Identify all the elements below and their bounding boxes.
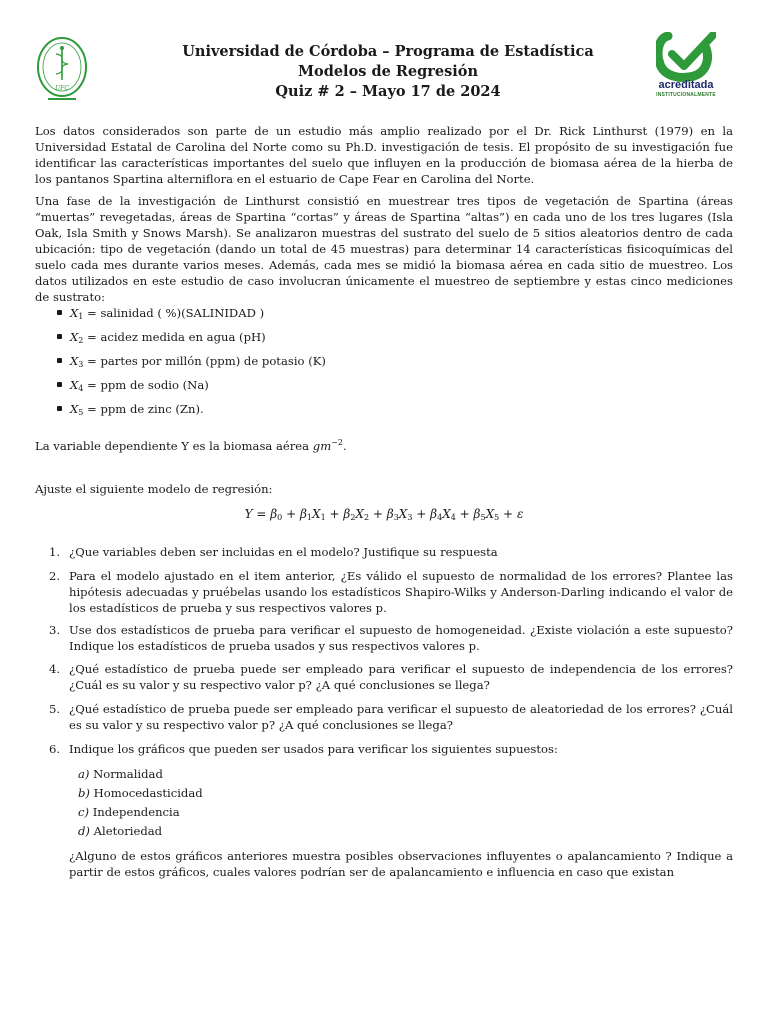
variable-index: 1 [78,312,84,321]
question-number: 5. [49,702,61,716]
variable-symbol: X [70,354,79,368]
dependent-exponent: −2 [331,438,343,447]
eq-x: X [355,507,364,521]
accreditation-logo [650,32,722,100]
intro-paragraph-1: Los datos considerados son parte de un estudio más amplio realizado por el Dr. Rick Linthurst (1979) en la Universidad Estatal de Carolina del Norte como su Ph.D. investigación de tesis. El propósito de su investigación fue identificar las características importantes del suelo que influyen en la producción de biomasa aérea de la hierba de los pantanos Spartina alterniflora en el estuario de Cape Fear en Carolina del Norte. [35,124,733,186]
accreditation-subtitle: INSTITUCIONALMENTE [656,92,716,98]
header-quiz: Quiz # 2 – Mayo 17 de 2024 [275,83,501,100]
variable-symbol: X [70,378,79,392]
eq-beta: β [473,507,481,521]
question-text: ¿Que variables deben ser incluidas en el modelo? Justifique su respuesta [69,545,498,559]
eq-x-index: 4 [450,513,456,522]
eq-plus: + [286,507,297,521]
eq-beta: β [430,507,438,521]
sub-item-label: c) [78,805,90,819]
sub-item-text: Aletoriedad [93,824,163,838]
eq-x-index: 3 [407,513,413,522]
variable-symbol: X [70,330,79,344]
university-seal-logo [36,36,88,102]
sub-item-text: Normalidad [93,767,163,781]
eq-plus: + [329,507,340,521]
header-university: Universidad de Córdoba – Programa de Estadística [182,43,594,60]
sub-item-label: a) [78,767,90,781]
bullet-icon [57,382,62,387]
eq-error: ε [516,507,524,521]
eq-response: Y [244,507,253,521]
variable-description: = acidez medida en agua (pH) [87,330,266,344]
check-badge-icon [656,32,716,82]
variable-index: 5 [78,408,84,417]
question-text: Para el modelo ajustado en el item anterior, ¿Es válido el supuesto de normalidad de los errores? Plantee las hipótesis adecuadas y pruébelas usando los estadísticos Shapiro-Wilks y Anderson-Darling indicando el valor de los estadísticos de prueba y sus respectivos valores p. [69,569,733,615]
variable-description: = ppm de zinc (Zn). [87,402,204,416]
bullet-icon [57,310,62,315]
eq-plus: + [416,507,427,521]
eq-beta: β [270,507,278,521]
eq-beta: β [299,507,307,521]
dependent-end: . [343,439,347,453]
list-item [78,785,203,801]
bullet-icon [57,406,62,411]
accreditation-word: acreditada [658,79,714,91]
sub-item-label: d) [78,824,90,838]
variable-description: = salinidad ( %)(SALINIDAD ) [87,306,265,320]
eq-beta-index: 5 [480,513,486,522]
question-number: 6. [49,742,61,756]
dependent-sentence: La variable dependiente Y es la biomasa aérea [35,439,310,453]
variable-description: = partes por millón (ppm) de potasio (K) [87,354,326,368]
eq-equals: = [256,507,267,521]
variable-index: 3 [78,360,84,369]
bullet-icon [57,334,62,339]
eq-beta: β [386,507,394,521]
eq-beta: β [343,507,351,521]
eq-x: X [398,507,408,521]
question-number: 3. [49,623,61,637]
eq-beta-index: 3 [393,513,399,522]
eq-plus: + [459,507,470,521]
dependent-variable-text [35,438,733,454]
variable-symbol: X [70,402,79,416]
bullet-icon [57,358,62,363]
seal-lettering: UFC [55,85,69,92]
list-item [78,766,163,782]
eq-beta-index: 0 [277,513,283,522]
intro-paragraph-2: Una fase de la investigación de Linthurst consistió en muestrear tres tipos de vegetación de Spartina (áreas “muertas” revegetadas, áreas de Spartina “cortas” y áreas de Spartina “altas”) en cada uno de los tres lugares (Isla Oak, Isla Smith y Snows Marsh). Se analizaron muestras del sustrato del suelo de 5 sitios aleatorios dentro de cada ubicación: tipo de vegetación (dando un total de 45 muestras) para determinar 14 características fisicoquímicas del suelo cada mes durante varios meses. Además, cada mes se midió la biomasa aérea en cada sitio de muestreo. Los datos utilizados en este estudio de caso involucran únicamente el muestreo de septiembre y estas cinco mediciones de sustrato: [35,194,733,304]
question-text: ¿Qué estadístico de prueba puede ser empleado para verificar el supuesto de independencia de los errores? ¿Cuál es su valor y su respectivo valor p? ¿A qué conclusiones se llega? [69,662,733,692]
list-item [78,823,162,839]
eq-beta-index: 4 [437,513,443,522]
eq-plus: + [503,507,514,521]
variable-description: = ppm de sodio (Na) [87,378,209,392]
eq-x: X [442,507,451,521]
sub-item-text: Independencia [92,805,180,819]
eq-beta-index: 1 [306,513,313,522]
sub-item-text: Homocedasticidad [93,786,203,800]
variable-symbol: X [70,306,79,320]
variable-index: 4 [78,384,84,393]
eq-x-index: 5 [494,513,500,522]
question-number: 2. [49,569,61,583]
closing-paragraph: ¿Alguno de estos gráficos anteriores muestra posibles observaciones influyentes o apalancamiento ? Indique a partir de estos gráficos, cuales valores podrían ser de apalancamiento e influencia en caso que existan [69,849,733,879]
regression-equation [35,506,733,522]
eq-x-index: 2 [363,513,370,522]
list-item [78,804,180,820]
sub-item-label: b) [78,786,90,800]
dependent-unit: gm [312,439,332,453]
question-number: 4. [49,662,61,676]
eq-x: X [485,507,495,521]
eq-x-index: 1 [320,513,326,522]
question-text: Indique los gráficos que pueden ser usados para verificar los siguientes supuestos: [69,742,558,756]
question-number: 1. [49,545,61,559]
eq-plus: + [372,507,383,521]
document-header [120,42,656,102]
question-text: ¿Qué estadístico de prueba puede ser empleado para verificar el supuesto de aleatoriedad de los errores? ¿Cuál es su valor y su respectivo valor p? ¿A qué conclusiones se llega? [69,702,733,732]
variable-index: 2 [78,336,84,345]
eq-beta-index: 2 [350,513,356,522]
question-text: Use dos estadísticos de prueba para verificar el supuesto de homogeneidad. ¿Existe violación a este supuesto? Indique los estadísticos de prueba usados y sus respectivos valores p. [69,623,733,653]
eq-x: X [312,507,321,521]
header-course: Modelos de Regresión [297,63,479,80]
model-intro: Ajuste el siguiente modelo de regresión: [35,482,273,496]
